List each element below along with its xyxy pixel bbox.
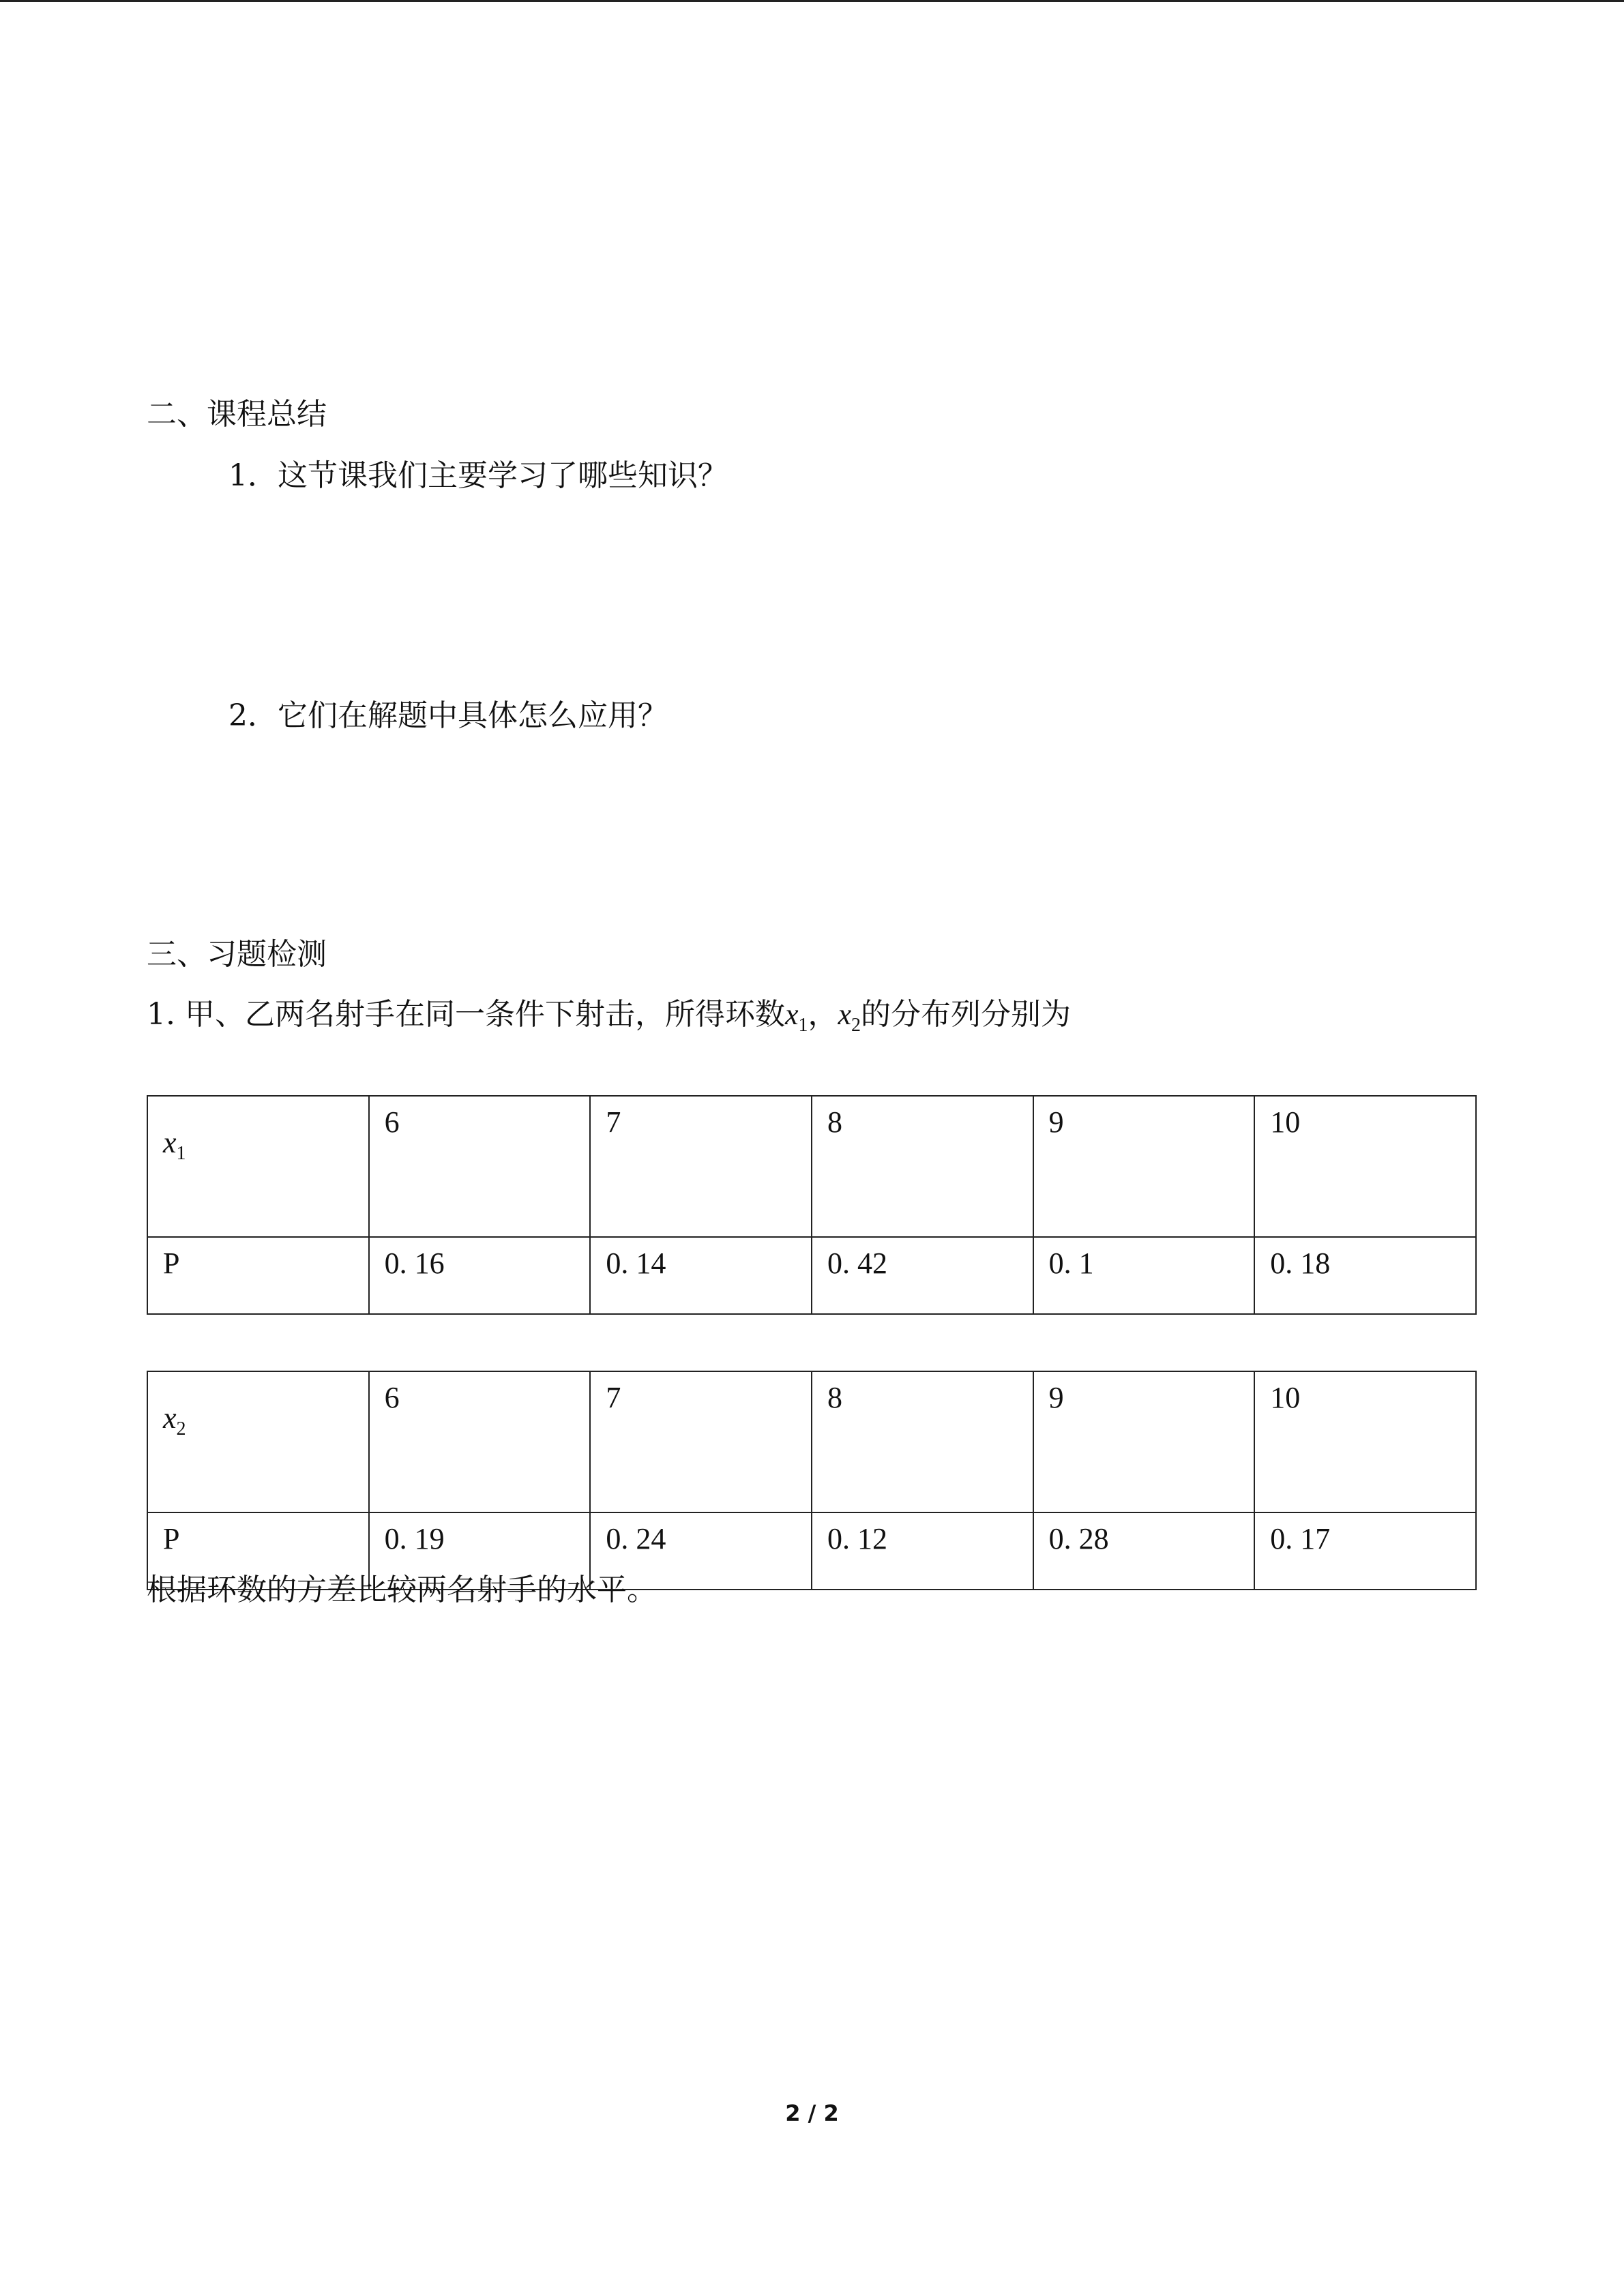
table-cell-prob: 0. 19 xyxy=(369,1512,591,1590)
problem-separator: ， xyxy=(808,997,838,1032)
table-cell-value: 8 xyxy=(812,1371,1033,1512)
summary-question-2: 2．它们在解题中具体怎么应用？ xyxy=(228,698,668,733)
problem-conclusion: 根据环数的方差比较两名射手的水平。 xyxy=(147,1572,657,1607)
table-cell-prob: 0. 18 xyxy=(1254,1237,1476,1314)
distribution-table-x1 xyxy=(147,1095,1477,1315)
problem-intro-prefix: 1. 甲、乙两名射手在同一条件下射击，所得环数 xyxy=(147,997,785,1032)
table-cell-prob: 0. 12 xyxy=(812,1512,1033,1590)
table-row xyxy=(147,1237,1476,1314)
table-cell-prob: 0. 16 xyxy=(369,1237,591,1314)
table-cell-prob: 0. 28 xyxy=(1033,1512,1255,1590)
table-cell-variable: $x_1$ xyxy=(147,1096,369,1237)
distribution-table-x2 xyxy=(147,1371,1477,1590)
table-cell-prob: 0. 14 xyxy=(590,1237,812,1314)
table-cell-value: 8 xyxy=(812,1096,1033,1237)
section-2-heading: 二、课程总结 xyxy=(147,397,327,432)
table-cell-value: 7 xyxy=(590,1096,812,1237)
table-cell-value: 9 xyxy=(1033,1371,1255,1512)
table-cell-value: 9 xyxy=(1033,1096,1255,1237)
table-cell-prob: 0. 17 xyxy=(1254,1512,1476,1590)
variable-x1: $x_1$ xyxy=(784,998,808,1036)
problem-1-statement xyxy=(147,996,1071,1045)
table-cell-value: 10 xyxy=(1254,1371,1476,1512)
page-number: 2 / 2 xyxy=(785,2100,839,2126)
table-cell-prob-label: P xyxy=(147,1237,369,1314)
problem-intro-suffix: 的分布列分别为 xyxy=(861,997,1072,1032)
table-row xyxy=(147,1096,1476,1237)
table-cell-value: 6 xyxy=(369,1096,591,1237)
table-cell-value: 7 xyxy=(590,1371,812,1512)
table-cell-prob: 0. 1 xyxy=(1033,1237,1255,1314)
table-cell-prob: 0. 24 xyxy=(590,1512,812,1590)
variable-x2: $x_2$ xyxy=(838,998,861,1036)
top-border-line xyxy=(0,0,1624,2)
section-3-heading: 三、习题检测 xyxy=(147,937,327,972)
table-cell-variable: $x_2$ xyxy=(147,1371,369,1512)
table-cell-prob: 0. 42 xyxy=(812,1237,1033,1314)
table-cell-prob-label: P xyxy=(147,1512,369,1590)
table-cell-value: 6 xyxy=(369,1371,591,1512)
table-cell-value: 10 xyxy=(1254,1096,1476,1237)
summary-question-1: 1．这节课我们主要学习了哪些知识？ xyxy=(228,458,728,493)
table-row xyxy=(147,1371,1476,1512)
